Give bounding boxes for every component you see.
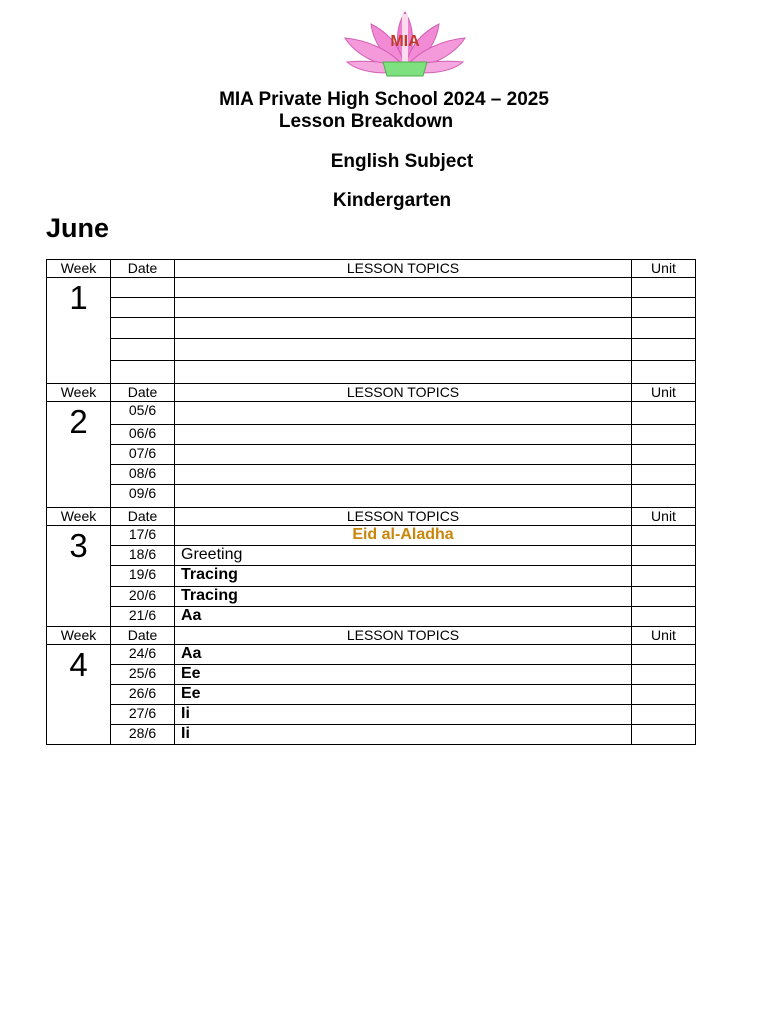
lesson-row [47, 445, 696, 465]
lesson-topic [175, 318, 632, 339]
lesson-row [47, 546, 696, 566]
week-header-row [47, 384, 696, 402]
lesson-date: 20/6 [111, 587, 175, 607]
lesson-topic [175, 465, 632, 485]
lesson-table [46, 259, 696, 745]
lesson-topic [175, 402, 632, 425]
lesson-date [111, 361, 175, 384]
lesson-date [111, 339, 175, 361]
lesson-row [47, 485, 696, 508]
lesson-date: 19/6 [111, 566, 175, 587]
lesson-topic: Ee [175, 685, 632, 705]
lesson-date: 21/6 [111, 607, 175, 627]
column-header-topics: LESSON TOPICS [175, 260, 632, 278]
lesson-row [47, 339, 696, 361]
lesson-unit [632, 485, 696, 508]
lesson-row [47, 298, 696, 318]
lesson-topic [175, 298, 632, 318]
lesson-date: 08/6 [111, 465, 175, 485]
lesson-unit [632, 445, 696, 465]
column-header-date: Date [111, 384, 175, 402]
lesson-date [111, 318, 175, 339]
lesson-topic: Tracing [175, 566, 632, 587]
week-header-row [47, 260, 696, 278]
column-header-unit: Unit [632, 384, 696, 402]
lesson-unit [632, 402, 696, 425]
column-header-topics: LESSON TOPICS [175, 384, 632, 402]
lesson-row [47, 607, 696, 627]
column-header-topics: LESSON TOPICS [175, 508, 632, 526]
lesson-row [47, 645, 696, 665]
week-number: 1 [47, 278, 111, 384]
week-number: 4 [47, 645, 111, 745]
month-title: June [46, 213, 110, 243]
lesson-unit [632, 607, 696, 627]
lesson-unit [632, 725, 696, 745]
column-header-date: Date [111, 508, 175, 526]
column-header-unit: Unit [632, 627, 696, 645]
lesson-date: 17/6 [111, 526, 175, 546]
lesson-row [47, 665, 696, 685]
lesson-row [47, 705, 696, 725]
holiday-label: Eid al-Aladha [175, 526, 632, 546]
school-logo [343, 10, 467, 80]
lesson-date: 06/6 [111, 425, 175, 445]
lesson-row [47, 361, 696, 384]
grade-level: Kindergarten [332, 190, 452, 211]
lesson-date: 28/6 [111, 725, 175, 745]
week-number: 2 [47, 402, 111, 508]
lesson-topic: Aa [175, 645, 632, 665]
column-header-unit: Unit [632, 508, 696, 526]
lesson-unit [632, 546, 696, 566]
document-title: Lesson Breakdown [278, 111, 454, 132]
subject-name: English Subject [330, 151, 474, 172]
lesson-row [47, 725, 696, 745]
lesson-unit [632, 318, 696, 339]
lesson-date: 07/6 [111, 445, 175, 465]
lesson-row [47, 566, 696, 587]
lesson-row [47, 465, 696, 485]
lesson-date: 09/6 [111, 485, 175, 508]
logo-text: MIA [390, 33, 420, 50]
lesson-row [47, 685, 696, 705]
lesson-topic [175, 445, 632, 465]
lesson-row [47, 278, 696, 298]
column-header-week: Week [47, 384, 111, 402]
lesson-row [47, 587, 696, 607]
lesson-topic: Aa [175, 607, 632, 627]
lesson-unit [632, 425, 696, 445]
column-header-week: Week [47, 260, 111, 278]
week-number: 3 [47, 526, 111, 627]
lesson-topic: Greeting [175, 546, 632, 566]
lesson-date: 25/6 [111, 665, 175, 685]
lesson-row [47, 526, 696, 546]
lesson-unit [632, 298, 696, 318]
lesson-date: 05/6 [111, 402, 175, 425]
lesson-topic: Ee [175, 665, 632, 685]
lesson-topic [175, 485, 632, 508]
lesson-unit [632, 339, 696, 361]
week-header-row [47, 627, 696, 645]
lesson-unit [632, 685, 696, 705]
column-header-date: Date [111, 260, 175, 278]
lesson-topic [175, 425, 632, 445]
lesson-topic [175, 339, 632, 361]
lesson-unit [632, 665, 696, 685]
lesson-date: 18/6 [111, 546, 175, 566]
lesson-row [47, 402, 696, 425]
lesson-unit [632, 278, 696, 298]
column-header-week: Week [47, 627, 111, 645]
lesson-unit [632, 705, 696, 725]
lesson-topic [175, 361, 632, 384]
column-header-week: Week [47, 508, 111, 526]
lesson-unit [632, 645, 696, 665]
lesson-row [47, 318, 696, 339]
lesson-unit [632, 361, 696, 384]
lesson-topic: Tracing [175, 587, 632, 607]
school-name: MIA Private High School 2024 – 2025 [219, 89, 549, 110]
lesson-date: 27/6 [111, 705, 175, 725]
column-header-topics: LESSON TOPICS [175, 627, 632, 645]
lesson-date: 24/6 [111, 645, 175, 665]
lesson-unit [632, 587, 696, 607]
lesson-unit [632, 526, 696, 546]
lesson-date [111, 298, 175, 318]
lesson-row [47, 425, 696, 445]
week-header-row [47, 508, 696, 526]
column-header-unit: Unit [632, 260, 696, 278]
lesson-topic: Ii [175, 725, 632, 745]
lesson-topic [175, 278, 632, 298]
lesson-topic: Ii [175, 705, 632, 725]
lesson-date: 26/6 [111, 685, 175, 705]
column-header-date: Date [111, 627, 175, 645]
lesson-date [111, 278, 175, 298]
lesson-unit [632, 465, 696, 485]
lesson-unit [632, 566, 696, 587]
